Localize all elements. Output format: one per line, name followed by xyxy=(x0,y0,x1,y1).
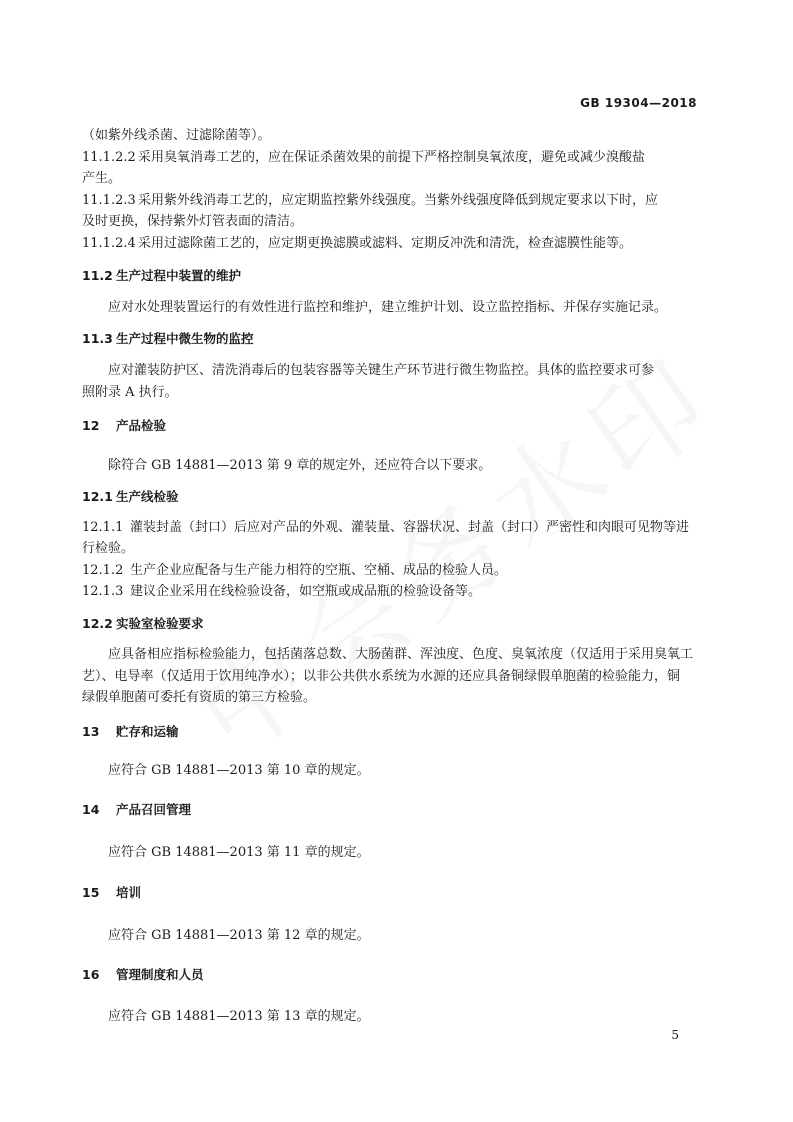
clause-number: 12.1.2 xyxy=(82,563,124,578)
clause-number: 12.1.3 xyxy=(82,584,124,599)
paragraph-11-3-line1: 应对灌装防护区、清洗消毒后的包装容器等关键生产环节进行微生物监控。具体的监控要求可参 xyxy=(108,363,655,378)
heading-number: 13 xyxy=(82,724,100,739)
heading-title: 生产过程中装置的维护 xyxy=(116,268,242,283)
heading-number: 11.3 xyxy=(82,331,113,346)
clause-11-1-2-4 xyxy=(82,235,696,252)
clause-11-1-2-continuation: （如紫外线杀菌、过滤除菌等）。 xyxy=(82,128,271,143)
clause-text: 灌装封盖（封口）后应对产品的外观、灌装量、容器状况、封盖（封口）严密性和肉眼可见物等进 xyxy=(130,520,690,535)
heading-number: 15 xyxy=(82,885,100,900)
page-number: 5 xyxy=(671,1028,679,1042)
clause-12-1-3 xyxy=(82,583,696,600)
clause-number: 11.1.2.4 xyxy=(82,236,136,251)
heading-12 xyxy=(82,417,696,434)
paragraph-15: 应符合 GB 14881—2013 第 12 章的规定。 xyxy=(108,928,370,943)
heading-title: 生产线检验 xyxy=(116,489,179,504)
heading-14 xyxy=(82,801,696,818)
heading-title: 培训 xyxy=(116,885,142,900)
paragraph-12-2-line1: 应具备相应指标检验能力，包括菌落总数、大肠菌群、浑浊度、色度、臭氧浓度（仅适用于采用臭氧工 xyxy=(108,647,694,662)
paragraph-16: 应符合 GB 14881—2013 第 13 章的规定。 xyxy=(108,1009,370,1024)
heading-number: 12 xyxy=(82,418,100,433)
heading-title: 贮存和运输 xyxy=(116,724,179,739)
clause-11-1-2-3 xyxy=(82,192,696,209)
clause-11-1-2-2-line2: 产生。 xyxy=(82,171,122,186)
heading-title: 产品检验 xyxy=(116,418,167,433)
clause-text: 建议企业采用在线检验设备，如空瓶或成品瓶的检验设备等。 xyxy=(130,584,482,599)
heading-12-2 xyxy=(82,615,696,632)
paragraph-12-2-line2: 艺）、电导率（仅适用于饮用纯净水）；以非公共供水系统为水源的还应具备铜绿假单胞菌的检验能力，铜 xyxy=(82,669,681,684)
clause-number: 11.1.2.3 xyxy=(82,193,136,208)
clause-12-1-2 xyxy=(82,562,696,579)
heading-11-3 xyxy=(82,330,696,347)
heading-number: 16 xyxy=(82,967,100,982)
heading-11-2 xyxy=(82,267,696,284)
paragraph-14: 应符合 GB 14881—2013 第 11 章的规定。 xyxy=(108,845,370,860)
paragraph-11-2: 应对水处理装置运行的有效性进行监控和维护，建立维护计划、设立监控指标、并保存实施记录。 xyxy=(108,300,668,315)
heading-16 xyxy=(82,966,696,983)
clause-text: 采用过滤除菌工艺的，应定期更换滤膜或滤料、定期反冲洗和清洗，检查滤膜性能等。 xyxy=(138,236,633,251)
heading-15 xyxy=(82,884,696,901)
heading-number: 12.2 xyxy=(82,616,113,631)
clause-12-1-1-line2: 行检验。 xyxy=(82,541,135,556)
heading-number: 14 xyxy=(82,802,100,817)
heading-title: 生产过程中微生物的监控 xyxy=(116,331,254,346)
clause-text: 采用臭氧消毒工艺的，应在保证杀菌效果的前提下严格控制臭氧浓度，避免或减少溴酸盐 xyxy=(138,150,646,165)
clause-12-1-1 xyxy=(82,519,696,536)
heading-13 xyxy=(82,723,696,740)
paragraph-13: 应符合 GB 14881—2013 第 10 章的规定。 xyxy=(108,763,370,778)
heading-title: 管理制度和人员 xyxy=(116,967,204,982)
standard-code-header: GB 19304—2018 xyxy=(580,96,697,110)
clause-number: 12.1.1 xyxy=(82,520,124,535)
clause-11-1-2-3-line2: 及时更换，保持紫外灯管表面的清洁。 xyxy=(82,214,304,229)
clause-text: 生产企业应配备与生产能力相符的空瓶、空桶、成品的检验人员。 xyxy=(130,563,508,578)
clause-number: 11.1.2.2 xyxy=(82,150,136,165)
heading-title: 实验室检验要求 xyxy=(116,616,204,631)
paragraph-11-3-line2: 照附录 A 执行。 xyxy=(82,385,178,400)
clause-text: 采用紫外线消毒工艺的，应定期监控紫外线强度。当紫外线强度降低到规定要求以下时，应 xyxy=(138,193,659,208)
heading-12-1 xyxy=(82,488,696,505)
heading-number: 12.1 xyxy=(82,489,113,504)
heading-number: 11.2 xyxy=(82,268,113,283)
paragraph-12-2-line3: 绿假单胞菌可委托有资质的第三方检验。 xyxy=(82,690,317,705)
heading-title: 产品召回管理 xyxy=(116,802,192,817)
paragraph-12: 除符合 GB 14881—2013 第 9 章的规定外，还应符合以下要求。 xyxy=(108,458,492,473)
clause-11-1-2-2 xyxy=(82,149,696,166)
